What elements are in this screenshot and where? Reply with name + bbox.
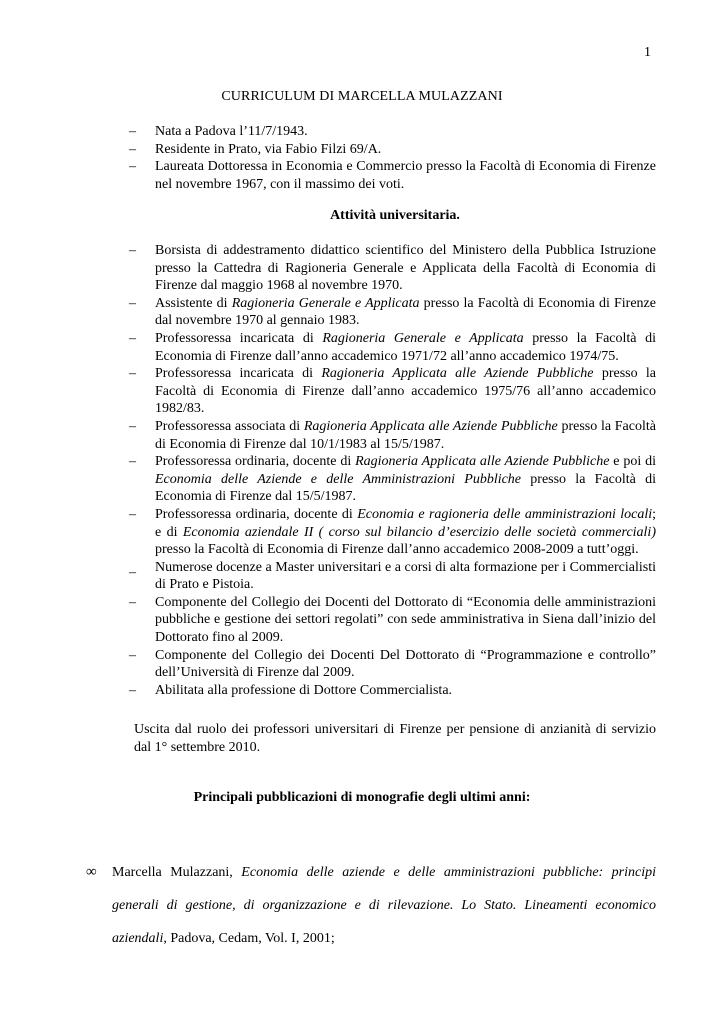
publication-title: Economia delle aziende e delle amministrazioni pubbliche: principi generali di gestione, di organizzazione e di rilevazione. Lo Stato. Lineamenti economico aziendali xyxy=(112,865,657,946)
course-name: Ragioneria Applicata alle Aziende Pubbliche xyxy=(355,454,610,470)
dash-bullet-icon: – xyxy=(129,366,136,382)
publication-author: Marcella Mulazzani, xyxy=(112,865,242,880)
list-item-text: presso la Facoltà di Economia di Firenze dall’anno accademico 1971/72 all’anno accademico 1974/75. xyxy=(155,330,656,364)
dash-bullet-icon: – xyxy=(129,295,136,311)
course-name: Ragioneria Applicata alle Aziende Pubbliche xyxy=(321,366,594,382)
list-item xyxy=(129,647,656,682)
dash-bullet-icon: – xyxy=(129,594,136,610)
list-item xyxy=(129,123,656,141)
list-item-text: Numerose docenze a Master universitari e a corsi di alta formazione per i Commercialisti di Prato e Pistoia. xyxy=(155,559,656,593)
list-item xyxy=(129,453,656,506)
list-item xyxy=(129,559,656,594)
page-number: 1 xyxy=(644,45,651,60)
list-item-text: Componente del Collegio dei Docenti del Dottorato di “Economia delle amministrazioni pubbliche e gestione dei settori regolati” con sede amministrativa in Siena dall’inizio del Dottorato fino al 2009. xyxy=(155,594,656,646)
publication-details: , Padova, Cedam, Vol. I, 2001; xyxy=(163,931,335,946)
list-item-text: Assistente di xyxy=(155,295,232,311)
list-item-text: Residente in Prato, via Fabio Filzi 69/A. xyxy=(155,141,382,157)
list-item-text: presso la Facoltà di Economia di Firenze dal 15/5/1987. xyxy=(155,471,656,505)
dash-bullet-icon: – xyxy=(129,647,136,663)
list-item xyxy=(129,506,656,559)
dash-bullet-icon: – xyxy=(129,243,136,258)
list-item-text: Professoressa ordinaria, docente di xyxy=(155,506,358,522)
list-item-text: presso la Facoltà di Economia di Firenze dall’anno accademico 2008-2009 a tutt’oggi. xyxy=(155,542,639,558)
list-item xyxy=(129,158,656,193)
publication-entry xyxy=(112,856,656,955)
course-name: Economia delle Aziende e delle Amministrazioni Pubbliche xyxy=(155,471,522,487)
course-name: Ragioneria Generale e Applicata xyxy=(231,295,420,311)
personal-info-list xyxy=(129,123,656,193)
list-item-text: presso la Facoltà di Economia di Firenze dal novembre 1970 al gennaio 1983. xyxy=(155,295,656,329)
list-item-text: Professoressa ordinaria, docente di xyxy=(155,454,356,470)
dash-bullet-icon: – xyxy=(129,330,136,346)
retirement-note: Uscita dal ruolo dei professori universitari di Firenze per pensione di anzianità di servizio dal 1° settembre 2010. xyxy=(134,722,656,755)
list-item xyxy=(129,365,656,418)
list-item-text: Professoressa incaricata di xyxy=(155,366,322,382)
list-item xyxy=(129,141,656,159)
infinity-bullet-icon: ∞ xyxy=(86,864,97,880)
document-title: CURRICULUM DI MARCELLA MULAZZANI xyxy=(221,89,503,104)
list-item xyxy=(129,295,656,330)
dash-bullet-icon: – xyxy=(129,141,136,157)
dash-bullet-icon: – xyxy=(129,418,136,434)
list-item xyxy=(129,330,656,365)
course-name: Ragioneria Generale e Applicata xyxy=(322,330,524,346)
list-item-text: Nata a Padova l’11/7/1943. xyxy=(155,124,308,139)
list-item-text: Professoressa incaricata di xyxy=(155,330,323,346)
section-heading-university: Attività universitaria. xyxy=(330,208,460,223)
section-heading-publications: Principali pubblicazioni di monografie degli ultimi anni: xyxy=(193,790,531,805)
list-item-text: Borsista di addestramento didattico scientifico del Ministero della Pubblica Istruzione presso la Cattedra di Ragioneria Generale e Applicata della Facoltà di Economia di Firenze dal maggio 1968 al novembre 1970. xyxy=(155,243,656,294)
list-item-text: Laureata Dottoressa in Economia e Commercio presso la Facoltà di Economia di Firenze nel novembre 1967, con il massimo dei voti. xyxy=(155,159,656,192)
list-item-text: Abilitata alla professione di Dottore Commercialista. xyxy=(155,682,453,698)
course-name: Economia aziendale II ( corso sul bilancio d’esercizio delle società commerciali) xyxy=(182,524,656,540)
dash-bullet-icon: – xyxy=(129,506,136,522)
dash-bullet-icon: – xyxy=(129,159,136,175)
list-item xyxy=(129,418,656,453)
list-item xyxy=(129,242,656,295)
list-item-text: presso la Facoltà di Economia di Firenze dal 10/1/1983 al 15/5/1987. xyxy=(155,418,656,452)
dash-bullet-icon: – xyxy=(129,454,136,470)
list-item-text: Componente del Collegio dei Docenti Del Dottorato di “Programmazione e controllo” dell’Università di Firenze dal 2009. xyxy=(155,647,656,681)
course-name: Ragioneria Applicata alle Aziende Pubbliche xyxy=(303,418,558,434)
list-item xyxy=(129,594,656,647)
dash-bullet-icon: – xyxy=(129,124,136,139)
university-activity-list xyxy=(129,242,656,699)
dash-bullet-icon: – xyxy=(129,564,136,580)
list-item-text: e poi di xyxy=(609,454,656,470)
dash-bullet-icon: – xyxy=(129,682,136,698)
list-item xyxy=(129,682,656,700)
course-name: Economia e ragioneria delle amministrazioni locali xyxy=(357,506,653,522)
list-item-text: Professoressa associata di xyxy=(155,418,304,434)
list-item-text: presso la Facoltà di Economia di Firenze dall’anno accademico 1975/76 all’anno accademico 1982/83. xyxy=(155,366,656,417)
list-item-text: ; e di xyxy=(155,506,656,540)
